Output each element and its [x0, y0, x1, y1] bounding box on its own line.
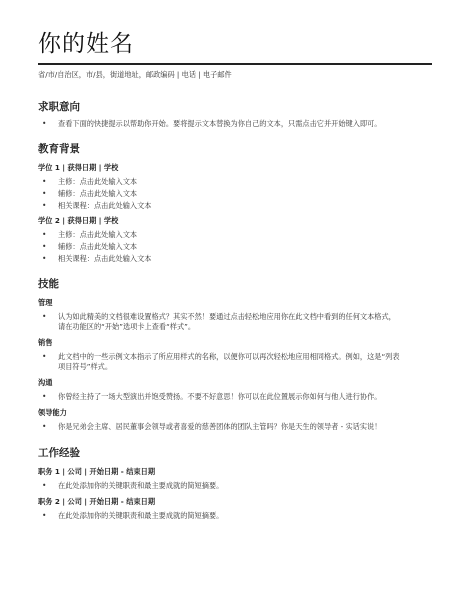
skill-line: 认为如此精美的文档很难设置格式？其实不然！要通过点击轻松地应用你在此文档中看到的任何文本格式， — [58, 312, 396, 321]
education-section — [38, 142, 432, 264]
skill-communication-list — [38, 392, 432, 402]
skill-communication-heading[interactable]: 沟通 — [38, 378, 53, 387]
list-item[interactable]: • 你曾经主持了一场大型演出并饱受赞扬。不要不好意思！你可以在此位置展示你如何与他人进行协作。 — [38, 392, 432, 402]
degree-1-list — [38, 177, 432, 211]
degree-2-heading[interactable]: 学位 2 | 获得日期 | 学校 — [38, 216, 119, 225]
skill-leadership-list — [38, 422, 432, 432]
skills-section — [38, 277, 432, 432]
skill-sales-list — [38, 352, 432, 372]
header — [38, 28, 432, 80]
list-item[interactable]: • 相关课程：点击此处输入文本 — [38, 201, 432, 211]
skill-line: 此文档中的一些示例文本指示了所应用样式的名称，以便你可以再次轻松地应用相同格式。例如，这是“列表 — [58, 352, 400, 361]
objective-title[interactable]: 求职意向 — [38, 101, 80, 113]
experience-title[interactable]: 工作经验 — [38, 447, 80, 459]
list-item[interactable] — [38, 312, 432, 332]
contact-info[interactable]: 省/市/自治区，市/县，街道地址，邮政编码 | 电话 | 电子邮件 — [38, 70, 232, 79]
job-2-heading[interactable]: 职务 2 | 公司 | 开始日期 - 结束日期 — [38, 497, 156, 506]
education-title[interactable]: 教育背景 — [38, 143, 80, 155]
objective-section — [38, 100, 432, 129]
candidate-name[interactable]: 你的姓名 — [38, 31, 134, 57]
list-item[interactable]: • 在此处添加你的关键职责和最主要成就的简短摘要。 — [38, 511, 432, 521]
job-2-list — [38, 511, 432, 521]
skill-management-heading[interactable]: 管理 — [38, 298, 53, 307]
list-item[interactable]: • 在此处添加你的关键职责和最主要成就的简短摘要。 — [38, 481, 432, 491]
list-item[interactable]: • 相关课程：点击此处输入文本 — [38, 254, 432, 264]
degree-2-list — [38, 230, 432, 264]
experience-section — [38, 446, 432, 521]
skill-management-list — [38, 312, 432, 332]
degree-1-heading[interactable]: 学位 1 | 获得日期 | 学校 — [38, 163, 119, 172]
skill-line: 项目符号”样式。 — [58, 362, 113, 371]
job-1-heading[interactable]: 职务 1 | 公司 | 开始日期 - 结束日期 — [38, 467, 156, 476]
skills-title[interactable]: 技能 — [38, 278, 59, 290]
list-item[interactable]: • 你是兄弟会主席、居民董事会领导或者喜爱的慈善团体的团队主管吗？你是天生的领导者 - 实话实说！ — [38, 422, 432, 432]
header-divider — [38, 63, 432, 65]
objective-item[interactable]: • 查看下面的快捷提示以帮助你开始。要将提示文本替换为你自己的文本，只需点击它并开始键入即可。 — [38, 119, 432, 129]
objective-list — [38, 119, 432, 129]
list-item[interactable]: • 辅修：点击此处输入文本 — [38, 189, 432, 199]
job-1-list — [38, 481, 432, 491]
list-item[interactable]: • 主修：点击此处输入文本 — [38, 177, 432, 187]
skill-leadership-heading[interactable]: 领导能力 — [38, 408, 67, 417]
skill-sales-heading[interactable]: 销售 — [38, 338, 53, 347]
list-item[interactable]: • 主修：点击此处输入文本 — [38, 230, 432, 240]
list-item[interactable] — [38, 352, 432, 372]
skill-line: 请在功能区的“开始”选项卡上查看“样式”。 — [58, 322, 196, 331]
list-item[interactable]: • 辅修：点击此处输入文本 — [38, 242, 432, 252]
